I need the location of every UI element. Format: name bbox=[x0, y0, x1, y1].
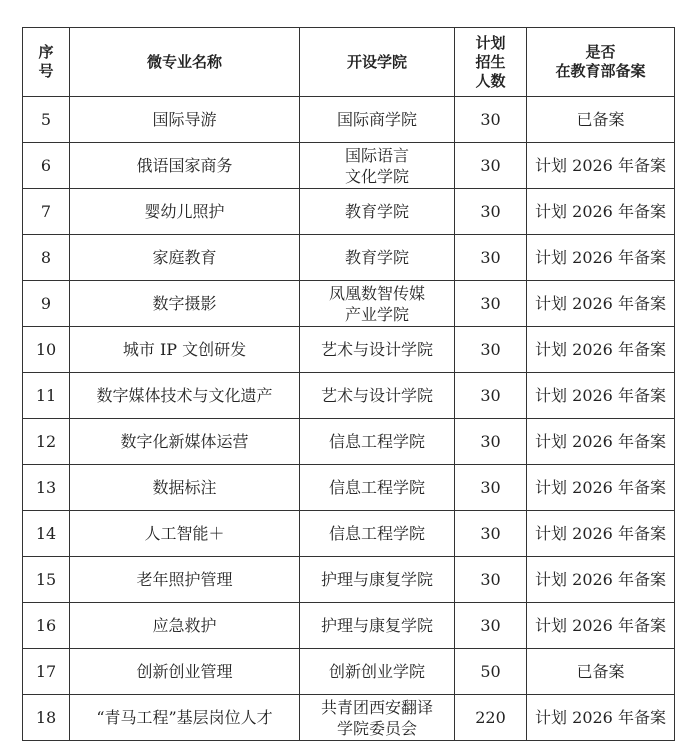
cell-record: 已备案 bbox=[527, 649, 675, 695]
header-enroll: 计划 招生 人数 bbox=[455, 28, 527, 97]
cell-record: 计划 2026 年备案 bbox=[527, 557, 675, 603]
cell-record: 计划 2026 年备案 bbox=[527, 327, 675, 373]
header-college: 开设学院 bbox=[300, 28, 455, 97]
cell-record: 计划 2026 年备案 bbox=[527, 235, 675, 281]
cell-seq: 15 bbox=[23, 557, 70, 603]
table-body bbox=[23, 97, 675, 741]
cell-college: 信息工程学院 bbox=[300, 465, 455, 511]
cell-college: 教育学院 bbox=[300, 235, 455, 281]
cell-college: 国际商学院 bbox=[300, 97, 455, 143]
cell-seq: 18 bbox=[23, 695, 70, 741]
cell-college: 艺术与设计学院 bbox=[300, 327, 455, 373]
micro-major-table bbox=[22, 27, 675, 741]
cell-record: 计划 2026 年备案 bbox=[527, 373, 675, 419]
cell-college: 艺术与设计学院 bbox=[300, 373, 455, 419]
table-row bbox=[23, 695, 675, 741]
cell-enroll: 30 bbox=[455, 143, 527, 189]
header-record: 是否 在教育部备案 bbox=[527, 28, 675, 97]
cell-name: 应急救护 bbox=[70, 603, 300, 649]
cell-name: 婴幼儿照护 bbox=[70, 189, 300, 235]
cell-name: 数字化新媒体运营 bbox=[70, 419, 300, 465]
table-row bbox=[23, 281, 675, 327]
cell-seq: 16 bbox=[23, 603, 70, 649]
cell-record: 计划 2026 年备案 bbox=[527, 695, 675, 741]
cell-name: 数字摄影 bbox=[70, 281, 300, 327]
cell-enroll: 30 bbox=[455, 327, 527, 373]
cell-enroll: 30 bbox=[455, 189, 527, 235]
cell-college: 教育学院 bbox=[300, 189, 455, 235]
cell-name: “青马工程”基层岗位人才 bbox=[70, 695, 300, 741]
table-row bbox=[23, 603, 675, 649]
cell-enroll: 30 bbox=[455, 557, 527, 603]
cell-name: 城市 IP 文创研发 bbox=[70, 327, 300, 373]
cell-seq: 6 bbox=[23, 143, 70, 189]
cell-enroll: 30 bbox=[455, 235, 527, 281]
cell-college: 国际语言 文化学院 bbox=[300, 143, 455, 189]
header-name: 微专业名称 bbox=[70, 28, 300, 97]
cell-enroll: 30 bbox=[455, 373, 527, 419]
cell-enroll: 30 bbox=[455, 511, 527, 557]
table-row bbox=[23, 97, 675, 143]
table-row bbox=[23, 189, 675, 235]
table-row bbox=[23, 557, 675, 603]
cell-seq: 12 bbox=[23, 419, 70, 465]
cell-record: 已备案 bbox=[527, 97, 675, 143]
cell-record: 计划 2026 年备案 bbox=[527, 603, 675, 649]
cell-seq: 11 bbox=[23, 373, 70, 419]
cell-college: 信息工程学院 bbox=[300, 419, 455, 465]
cell-enroll: 30 bbox=[455, 465, 527, 511]
cell-enroll: 50 bbox=[455, 649, 527, 695]
table-row bbox=[23, 419, 675, 465]
cell-record: 计划 2026 年备案 bbox=[527, 189, 675, 235]
header-seq: 序 号 bbox=[23, 28, 70, 97]
cell-college: 凤凰数智传媒 产业学院 bbox=[300, 281, 455, 327]
table-row bbox=[23, 143, 675, 189]
cell-seq: 8 bbox=[23, 235, 70, 281]
table-header-row bbox=[23, 28, 675, 97]
cell-seq: 14 bbox=[23, 511, 70, 557]
table-row bbox=[23, 327, 675, 373]
cell-name: 数字媒体技术与文化遗产 bbox=[70, 373, 300, 419]
cell-college: 创新创业学院 bbox=[300, 649, 455, 695]
cell-record: 计划 2026 年备案 bbox=[527, 281, 675, 327]
cell-enroll: 30 bbox=[455, 603, 527, 649]
table-row bbox=[23, 649, 675, 695]
cell-name: 俄语国家商务 bbox=[70, 143, 300, 189]
cell-record: 计划 2026 年备案 bbox=[527, 465, 675, 511]
cell-seq: 5 bbox=[23, 97, 70, 143]
table-row bbox=[23, 465, 675, 511]
cell-name: 家庭教育 bbox=[70, 235, 300, 281]
cell-seq: 7 bbox=[23, 189, 70, 235]
cell-enroll: 30 bbox=[455, 281, 527, 327]
cell-name: 国际导游 bbox=[70, 97, 300, 143]
cell-enroll: 220 bbox=[455, 695, 527, 741]
table-row bbox=[23, 235, 675, 281]
cell-enroll: 30 bbox=[455, 419, 527, 465]
cell-college: 共青团西安翻译 学院委员会 bbox=[300, 695, 455, 741]
cell-record: 计划 2026 年备案 bbox=[527, 511, 675, 557]
cell-enroll: 30 bbox=[455, 97, 527, 143]
cell-record: 计划 2026 年备案 bbox=[527, 419, 675, 465]
cell-name: 人工智能＋ bbox=[70, 511, 300, 557]
cell-seq: 10 bbox=[23, 327, 70, 373]
cell-name: 数据标注 bbox=[70, 465, 300, 511]
cell-seq: 9 bbox=[23, 281, 70, 327]
cell-college: 护理与康复学院 bbox=[300, 557, 455, 603]
cell-name: 老年照护管理 bbox=[70, 557, 300, 603]
cell-name: 创新创业管理 bbox=[70, 649, 300, 695]
cell-seq: 13 bbox=[23, 465, 70, 511]
cell-college: 护理与康复学院 bbox=[300, 603, 455, 649]
table-row bbox=[23, 511, 675, 557]
table-row bbox=[23, 373, 675, 419]
cell-seq: 17 bbox=[23, 649, 70, 695]
cell-college: 信息工程学院 bbox=[300, 511, 455, 557]
cell-record: 计划 2026 年备案 bbox=[527, 143, 675, 189]
